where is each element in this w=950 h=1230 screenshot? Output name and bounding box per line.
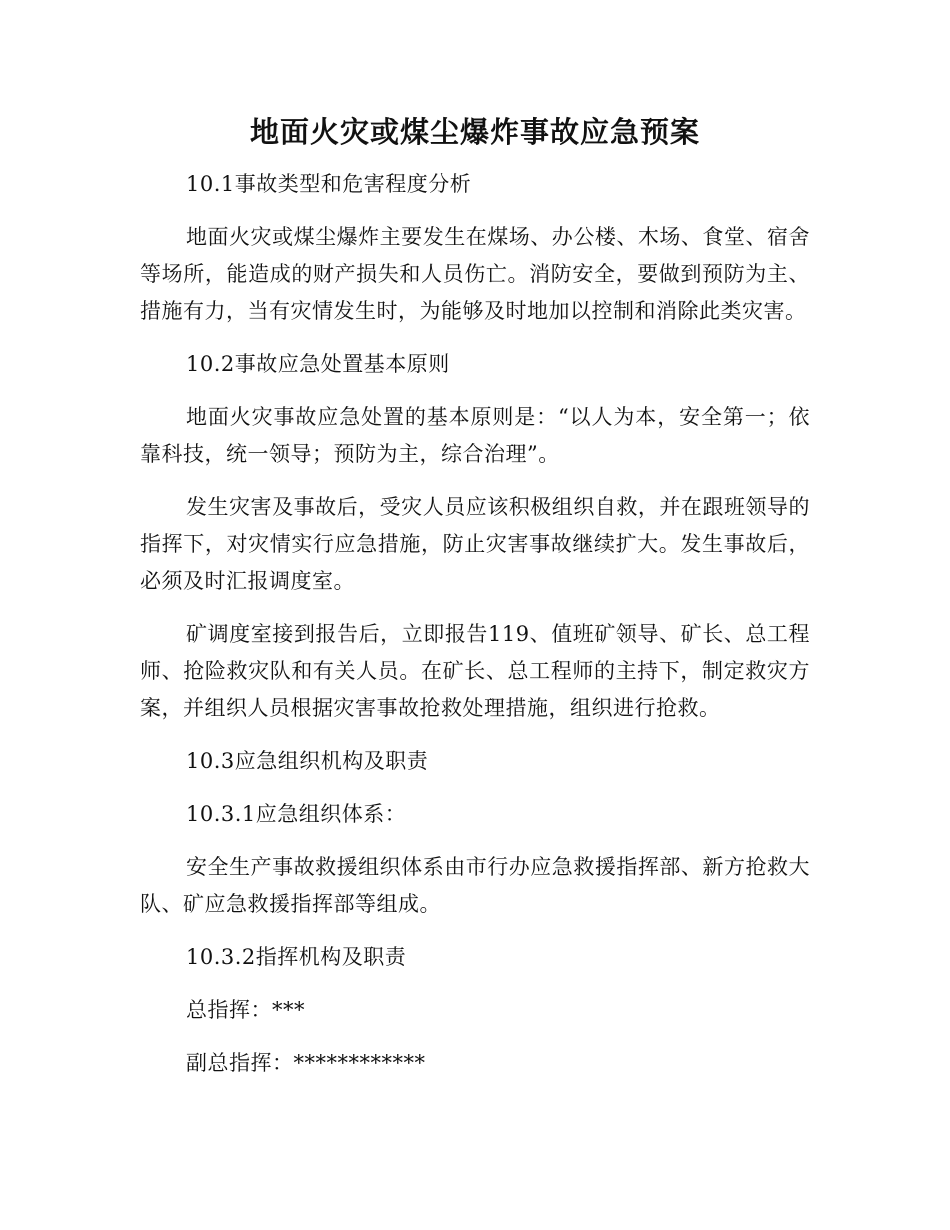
chief-commander-line: 总指挥：***	[186, 998, 305, 1022]
document-title: 地面火灾或煤尘爆炸事故应急预案	[249, 115, 700, 149]
subsection-heading-10-3-2: 10.3.2指挥机构及职责	[186, 945, 407, 969]
deputy-commander-line: 副总指挥：************	[186, 1051, 426, 1075]
document-body	[140, 166, 810, 1098]
self-rescue-paragraph: 发生灾害及事故后，受灾人员应该积极组织自救，并在跟班领导的指挥下，对灾情实行应急措施，防止灾害事故继续扩大。发生事故后，必须及时汇报调度室。	[140, 495, 810, 593]
organization-system-paragraph: 安全生产事故救援组织体系由市行办应急救援指挥部、新方抢救大队、矿应急救援指挥部等组成。	[140, 855, 810, 916]
section-heading-10-2: 10.2事故应急处置基本原则	[186, 352, 450, 376]
principle-paragraph: 地面火灾事故应急处置的基本原则是：“以人为本，安全第一；依靠科技，统一领导；预防为主，综合治理”。	[140, 405, 810, 466]
section-heading-10-1: 10.1事故类型和危害程度分析	[186, 172, 472, 196]
section-heading-10-3: 10.3应急组织机构及职责	[186, 749, 429, 773]
subsection-heading-10-3-1: 10.3.1应急组织体系：	[186, 802, 407, 826]
section-paragraph-10-1: 地面火灾或煤尘爆炸主要发生在煤场、办公楼、木场、食堂、宿舍等场所，能造成的财产损失和人员伤亡。消防安全，要做到预防为主、措施有力，当有灾情发生时，为能够及时地加以控制和消除此类灾害。	[140, 225, 810, 323]
dispatch-report-paragraph: 矿调度室接到报告后，立即报告119、值班矿领导、矿长、总工程师、抢险救灾队和有关人员。在矿长、总工程师的主持下，制定救灾方案，并组织人员根据灾害事故抢救处理措施，组织进行抢救。	[140, 622, 810, 720]
